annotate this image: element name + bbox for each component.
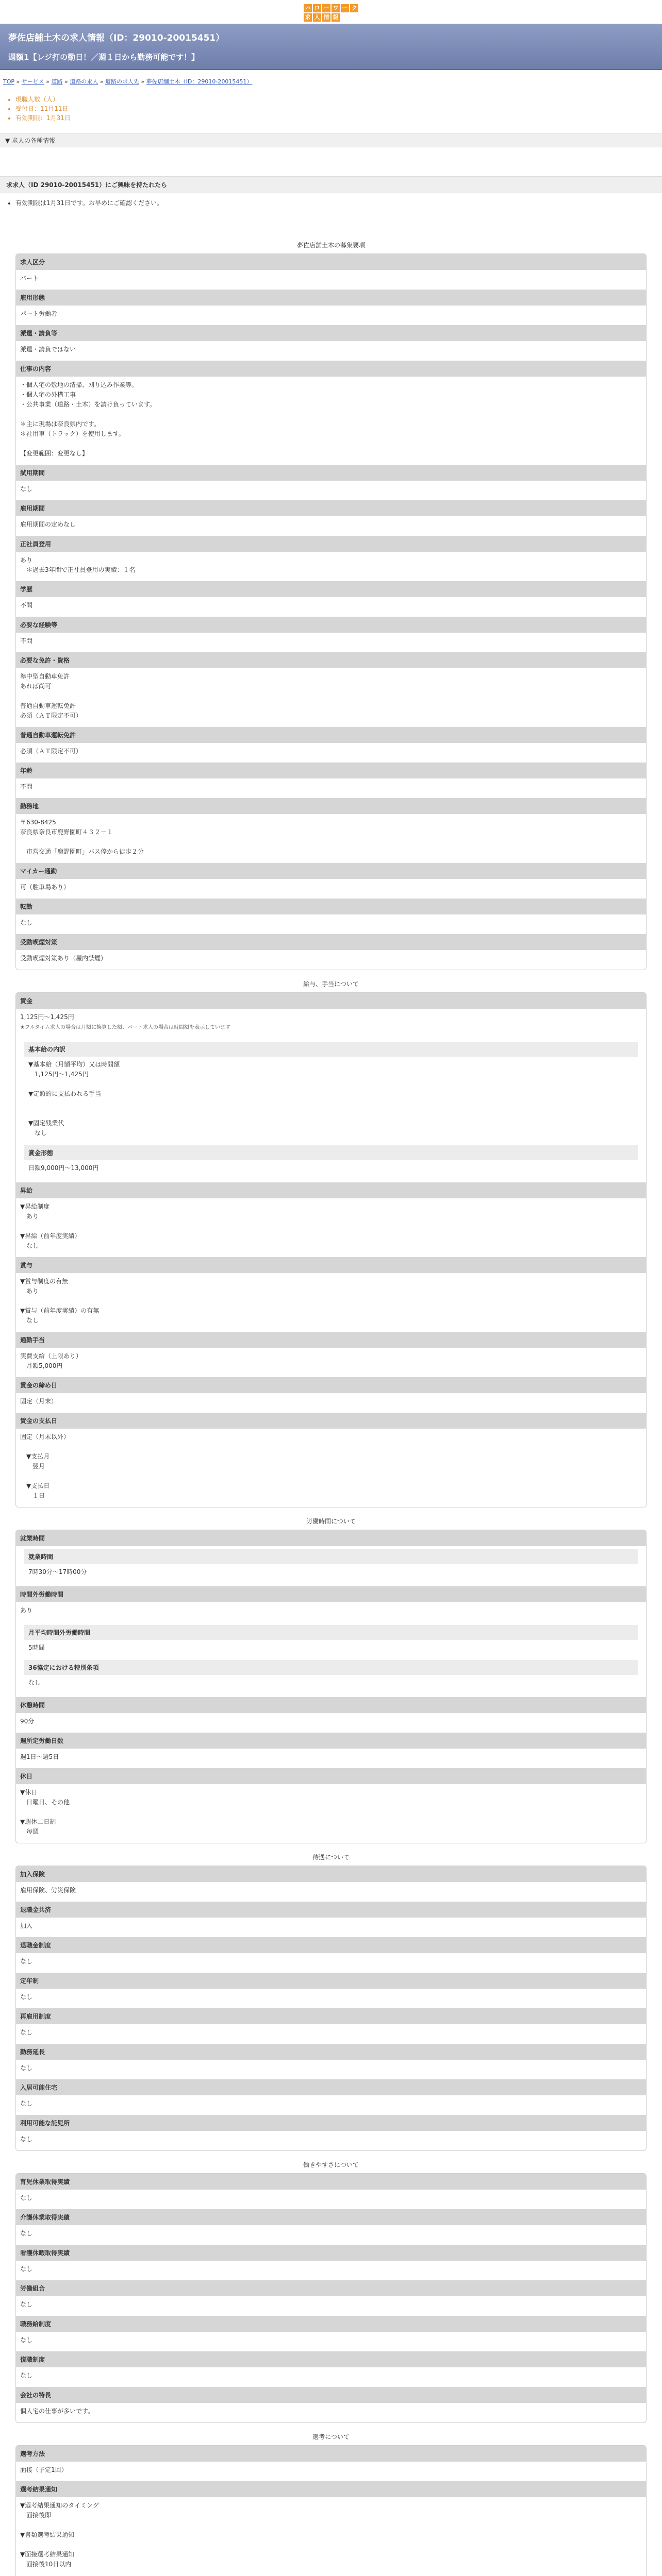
- field-value-text: 面接（予定1回）: [20, 2466, 68, 2473]
- section-title: 働きやすさについて: [303, 2161, 359, 2168]
- section-title: 選考について: [312, 2433, 350, 2441]
- sub-field-label: 36協定における特別条項: [24, 1660, 638, 1675]
- field-label: 賃金の締め日: [16, 1377, 646, 1393]
- field-label: 労働組合: [16, 2280, 646, 2296]
- field-label: 必要な経験等: [16, 617, 646, 633]
- detail-table: [15, 253, 647, 970]
- field-value: [16, 377, 646, 465]
- field-value-text: ▼選考結果通知のタイミング 面接後即 ▼書類選考結果通知 ▼面接選考結果通知 面接後10日以内: [20, 2502, 99, 2568]
- field-value-text: 受動喫煙対策あり（屋内禁煙）: [20, 955, 107, 962]
- field-value: [16, 597, 646, 617]
- field-label: 必要な免許・資格: [16, 652, 646, 668]
- notice-list: [0, 193, 662, 239]
- field-value: [16, 1602, 646, 1622]
- field-value-text: ・個人宅の敷地の清掃、刈り込み作業等。 ・個人宅の外構工事 ・公共事業（道路・土木）を請け負っています。 ＊主に現場は奈良県内です。 ＊社用車（トラック）を使用します。 【変更範囲：変更なし】: [20, 381, 156, 457]
- field-value: [16, 1198, 646, 1257]
- field-label: 退職金共済: [16, 1902, 646, 1918]
- field-value: [16, 1713, 646, 1733]
- field-label: 賞与: [16, 1257, 646, 1273]
- summary-item: • 有効期限：1月31日: [15, 113, 662, 123]
- breadcrumb-link[interactable]: 道路: [51, 78, 63, 85]
- detail-table: [15, 2173, 647, 2423]
- sub-field-group: [20, 1042, 642, 1178]
- field-value-text: あり ＊過去3年間で正社員登用の実績：１名: [20, 556, 136, 573]
- field-label: 定年制: [16, 1973, 646, 1989]
- logo-char: 報: [332, 13, 340, 22]
- summary-item: • 受付日：11月11日: [15, 104, 662, 113]
- field-value-text: なし: [20, 1958, 33, 1965]
- field-value-text: なし: [20, 485, 33, 493]
- title-bar: [0, 24, 662, 70]
- detail-table: [15, 1530, 647, 1843]
- field-value: [16, 1953, 646, 1973]
- sub-field-label: 月平均時間外労働時間: [24, 1625, 638, 1640]
- field-value-text: 派遣・請負ではない: [20, 346, 76, 353]
- field-value: [16, 1273, 646, 1332]
- field-label: 正社員登用: [16, 536, 646, 552]
- detail-section: [15, 2160, 647, 2423]
- field-value: [16, 481, 646, 500]
- field-value-text: なし: [20, 919, 33, 926]
- field-value: [16, 814, 646, 863]
- field-value: [16, 1429, 646, 1507]
- field-label: 通勤手当: [16, 1332, 646, 1348]
- field-value-text: なし: [20, 2336, 33, 2344]
- field-value-text: 固定（月末）: [20, 1398, 58, 1405]
- field-value: [16, 1348, 646, 1377]
- field-value-text: 〒630-8425 奈良県奈良市鹿野園町４３２－１ 市営交通「鹿野園町」バス停から徒歩２分: [20, 819, 144, 855]
- field-label: 育児休業取得実績: [16, 2174, 646, 2190]
- detail-section: [15, 979, 647, 1507]
- field-value-text: 必須（ＡＴ限定不可）: [20, 748, 82, 755]
- field-value: [16, 2296, 646, 2316]
- field-note: ★フルタイム求人の場合は月額に換算した額、パート求人の場合は時間額を表示しています: [20, 1025, 230, 1030]
- field-label: 利用可能な託児所: [16, 2115, 646, 2131]
- field-value-text: 90分: [20, 1718, 35, 1725]
- sub-field-value: 5時間: [28, 1644, 45, 1651]
- field-label: 普通自動車運転免許: [16, 727, 646, 743]
- field-value-text: 加入: [20, 1922, 33, 1929]
- field-label: 加入保険: [16, 1866, 646, 1882]
- sub-field-label: 就業時間: [24, 1549, 638, 1564]
- field-value: [16, 1989, 646, 2008]
- field-value: [16, 1393, 646, 1413]
- info-menu-toggle[interactable]: [0, 133, 662, 147]
- field-value: [16, 950, 646, 970]
- field-value-text: パート: [20, 275, 39, 282]
- info-menu-label: ▼ 求人の各種情報: [5, 137, 56, 144]
- field-value: [16, 633, 646, 652]
- sub-field-value: 7時30分〜17時00分: [28, 1568, 87, 1575]
- field-value: [16, 2024, 646, 2044]
- sub-field-group: [20, 1625, 642, 1693]
- field-label: 勤務延長: [16, 2044, 646, 2060]
- logo-char: ク: [350, 4, 358, 12]
- field-label: 休日: [16, 1768, 646, 1784]
- detail-table: [15, 992, 647, 1507]
- field-value: [16, 1882, 646, 1902]
- field-value: [16, 306, 646, 325]
- field-label: 退職金制度: [16, 1937, 646, 1953]
- field-value: [16, 1918, 646, 1937]
- field-label: 介護休業取得実績: [16, 2209, 646, 2225]
- field-value: [16, 2462, 646, 2481]
- field-value-text: なし: [20, 2372, 33, 2379]
- field-label: 派遣・請負等: [16, 325, 646, 341]
- section-title: 夢佐店舗土木の募集要項: [296, 242, 365, 249]
- logo-char: ハ: [304, 4, 312, 12]
- field-value: [16, 270, 646, 290]
- field-value: [16, 2190, 646, 2209]
- summary-info: [0, 93, 662, 127]
- field-value: [16, 1009, 646, 1039]
- detail-section: [15, 241, 647, 970]
- sub-field-label: 基本給の内訳: [24, 1042, 638, 1057]
- field-value: [16, 2131, 646, 2150]
- field-value: [16, 1784, 646, 1843]
- field-label: 入居可能住宅: [16, 2079, 646, 2095]
- field-label: 雇用形態: [16, 290, 646, 306]
- field-label: 賃金の支払日: [16, 1413, 646, 1429]
- field-value: [16, 2497, 646, 2576]
- field-value: [16, 914, 646, 934]
- notice-item: • 有効期限は1月31日です。お早めにご確認ください。: [15, 198, 647, 208]
- detail-table: [15, 1866, 647, 2151]
- field-label: 受動喫煙対策: [16, 934, 646, 950]
- breadcrumb-link[interactable]: サービス: [21, 78, 44, 85]
- section-title: 待遇について: [312, 1854, 350, 1861]
- logo-char: 情: [322, 13, 330, 22]
- sub-field-value: 日額9,000円〜13,000円: [28, 1164, 99, 1172]
- page-subtitle: 週額1【レジ打の勤日！／週１日から勤務可能です！】: [8, 53, 200, 62]
- field-label: 雇用期間: [16, 500, 646, 516]
- field-label: 昇給: [16, 1182, 646, 1198]
- field-value: [16, 1749, 646, 1768]
- field-value: [16, 778, 646, 798]
- field-label: 時間外労働時間: [16, 1586, 646, 1602]
- field-label: 会社の特長: [16, 2387, 646, 2403]
- field-value: [16, 2060, 646, 2079]
- field-label: 週所定労働日数: [16, 1733, 646, 1749]
- detail-table: [15, 2445, 647, 2576]
- field-value-text: なし: [20, 2230, 33, 2237]
- sub-field-value: ▼基本給（月額平均）又は時間額 1,125円〜1,425円 ▼定額的に支払われる手当 ▼固定残業代 なし: [28, 1061, 120, 1137]
- logo-char: ワ: [332, 4, 340, 12]
- field-value-text: 準中型自動車免許 あれば尚可 普通自動車運転免許 必須（ＡＴ限定不可）: [20, 673, 82, 719]
- field-label: 選考結果通知: [16, 2481, 646, 2497]
- field-label: 転勤: [16, 899, 646, 914]
- page-title: 夢佐店舗土木の求人情報（ID：29010-20015451）: [8, 33, 225, 43]
- field-value-text: 不問: [20, 637, 33, 645]
- field-value-text: なし: [20, 2064, 33, 2072]
- field-label: 学歴: [16, 581, 646, 597]
- breadcrumb-link[interactable]: 道路の求人先: [105, 78, 139, 85]
- field-value: [16, 668, 646, 727]
- field-label: 年齢: [16, 762, 646, 778]
- field-value-text: なし: [20, 2265, 33, 2273]
- field-label: 休憩時間: [16, 1697, 646, 1713]
- field-label: 選考方法: [16, 2446, 646, 2462]
- sub-field-value: なし: [28, 1679, 41, 1686]
- summary-item: • 現職人数（人）: [15, 95, 662, 104]
- field-label: 仕事の内容: [16, 361, 646, 377]
- detail-section: [15, 1517, 647, 1843]
- field-value-text: ▼休日 日曜日、その他 ▼週休二日制 毎週: [20, 1789, 70, 1835]
- field-value: [16, 879, 646, 899]
- logo-char: 求: [304, 13, 312, 22]
- field-value: [16, 341, 646, 361]
- hellowork-logo[interactable]: [304, 4, 358, 22]
- field-value-text: 実費支給（上限あり） 月額5,000円: [20, 1352, 82, 1369]
- field-value-text: 週1日〜週5日: [20, 1753, 59, 1760]
- field-value-text: 不問: [20, 783, 33, 790]
- field-value-text: 不問: [20, 602, 33, 609]
- field-value: [16, 552, 646, 581]
- field-value: [16, 743, 646, 762]
- section-title: 給与、手当について: [303, 980, 359, 988]
- field-label: 看護休暇取得実績: [16, 2245, 646, 2261]
- breadcrumb-link[interactable]: 夢佐店舗土木（ID：29010-20015451）: [146, 78, 253, 85]
- field-label: 勤務地: [16, 798, 646, 814]
- logo-char: ー: [322, 4, 330, 12]
- field-value-text: なし: [20, 2301, 33, 2308]
- field-label: 求人区分: [16, 254, 646, 270]
- field-value-text: ▼昇給制度 あり ▼昇給（前年度実績） なし: [20, 1203, 81, 1249]
- field-value: [16, 2261, 646, 2280]
- field-value-text: なし: [20, 2029, 33, 2036]
- field-value: [16, 2403, 646, 2422]
- breadcrumb-link[interactable]: 道路の求人: [70, 78, 98, 85]
- field-value: [16, 2095, 646, 2115]
- field-value-text: なし: [20, 1993, 33, 2001]
- field-value: [16, 2367, 646, 2387]
- notice-heading: 求求人（ID 29010-20015451）にご興味を持たれたら: [0, 176, 662, 193]
- field-label: 職務給制度: [16, 2316, 646, 2332]
- field-value-text: パート労働者: [20, 310, 58, 317]
- breadcrumb: TOP » サービス » 道路 » 道路の求人 » 道路の求人先 » 夢佐店舗土木（ID：29010-20015451）: [3, 78, 253, 85]
- logo-char: ロ: [313, 4, 321, 12]
- field-value-text: 雇用期間の定めなし: [20, 521, 76, 528]
- field-value: [16, 516, 646, 536]
- field-label: マイカー通勤: [16, 863, 646, 879]
- field-label: 就業時間: [16, 1530, 646, 1546]
- field-value: [16, 2332, 646, 2351]
- section-title: 労働時間について: [306, 1518, 356, 1525]
- field-value-text: ▼賞与制度の有無 あり ▼賞与（前年度実績）の有無 なし: [20, 1278, 100, 1324]
- field-value-text: 1,125円〜1,425円: [20, 1013, 74, 1021]
- field-value-text: 雇用保険、労災保険: [20, 1887, 76, 1894]
- field-value-text: 固定（月末以外） ▼支払月 翌月 ▼支払日 １日: [20, 1433, 70, 1499]
- field-value-text: なし: [20, 2194, 33, 2201]
- detail-section: [15, 2432, 647, 2576]
- logo-char: 人: [313, 13, 321, 22]
- sub-field-label: 賞金形態: [24, 1145, 638, 1160]
- breadcrumb-link[interactable]: TOP: [3, 78, 15, 85]
- sub-field-group: [20, 1549, 642, 1582]
- logo-char: ー: [341, 4, 349, 12]
- field-value-text: 個人宅の仕事が多いです。: [20, 2408, 94, 2415]
- logo-area: [0, 0, 662, 24]
- field-label: 再雇用制度: [16, 2008, 646, 2024]
- field-value-text: 可（駐車場あり）: [20, 884, 70, 891]
- field-value: [16, 2225, 646, 2245]
- detail-section: [15, 1853, 647, 2151]
- field-label: 復職制度: [16, 2351, 646, 2367]
- field-value-text: なし: [20, 2100, 33, 2107]
- job-detail-sections: [0, 241, 662, 2576]
- field-value-text: あり: [20, 1607, 33, 1614]
- field-value-text: なし: [20, 2136, 33, 2143]
- field-label: 賃金: [16, 993, 646, 1009]
- field-label: 試用期間: [16, 465, 646, 481]
